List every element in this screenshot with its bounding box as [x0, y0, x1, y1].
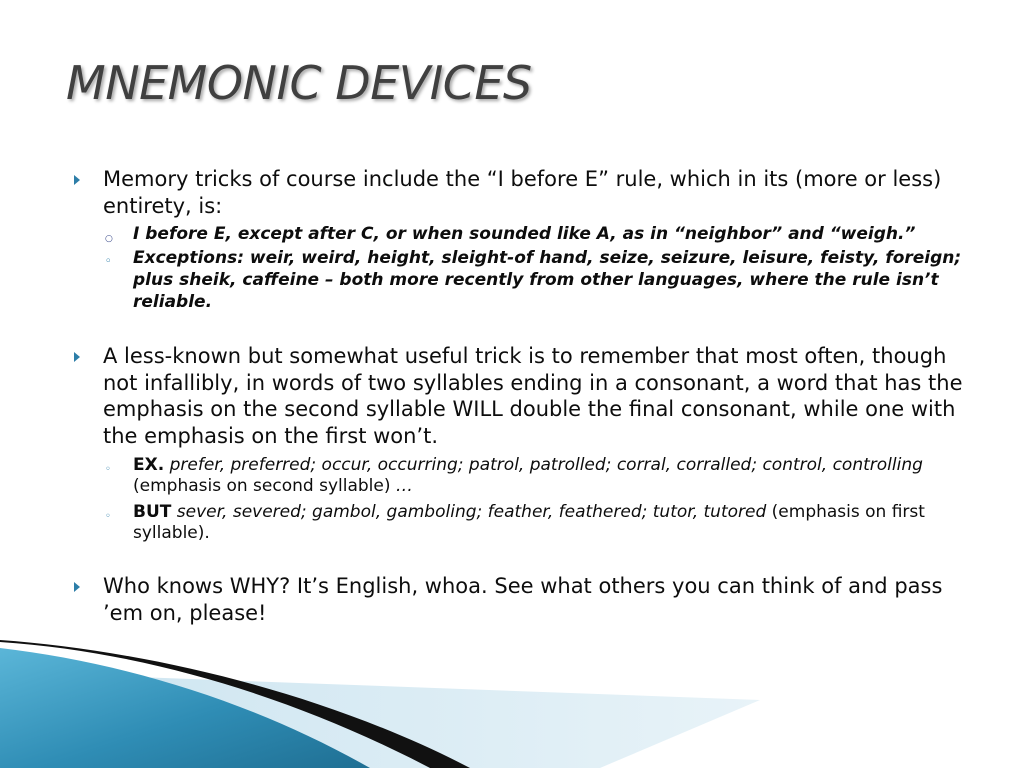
triangle-bullet-icon: [74, 175, 80, 185]
triangle-bullet-icon: [74, 582, 80, 592]
black-stripe-shape: [0, 640, 470, 768]
light-band-shape: [110, 676, 760, 768]
example-lead: BUT: [133, 502, 172, 522]
example-lead: EX.: [133, 455, 165, 475]
bullet-item: [72, 166, 967, 219]
triangle-bullet-icon: [74, 352, 80, 362]
circle-bullet-icon: ○: [105, 234, 113, 244]
blue-wave-shape: [0, 648, 370, 768]
bullet-text: Who knows WHY? It’s English, whoa. See what others you can think of and pass ’em on, please!: [103, 574, 943, 625]
slide-body: [72, 166, 967, 626]
example-note: (emphasis on first syllable).: [133, 502, 925, 543]
sub-bullet-item: [72, 223, 967, 245]
example-words: sever, severed; gambol, gamboling; feather, feathered; tutor, tutored: [176, 502, 767, 522]
sub-bullet-text: Exceptions: weir, weird, height, sleight-of hand, seize, seizure, leisure, feisty, foreign; plus sheik, caffeine – both more recently from other languages, where the rule isn’t reliable.: [133, 248, 962, 312]
sub-bullet-item: [72, 502, 967, 544]
sub-bullet-text: I before E, except after C, or when sounded like A, as in “neighbor” and “weigh.”: [133, 224, 916, 244]
example-note: (emphasis on second syllable): [133, 476, 391, 496]
sub-bullet-item: [72, 247, 967, 313]
bullet-item: [72, 573, 967, 626]
slide-title: MNEMONIC DEVICES: [66, 56, 532, 110]
circle-bullet-icon: ◦: [105, 256, 112, 267]
circle-bullet-icon: ◦: [105, 511, 111, 522]
sub-bullet-item: [72, 455, 967, 497]
circle-bullet-icon: ◦: [105, 464, 111, 475]
bullet-item: [72, 343, 967, 449]
bullet-text: Memory tricks of course include the “I before E” rule, which in its (more or less) entirety, is:: [103, 167, 942, 218]
example-words: prefer, preferred; occur, occurring; patrol, patrolled; corral, corralled; control, controlling: [169, 455, 923, 475]
bullet-text: A less-known but somewhat useful trick is to remember that most often, though not infallibly, in words of two syllables ending in a consonant, a word that has the emphasis on the second syllable WILL double the final consonant, while one with the emphasis on the first won’t.: [103, 344, 963, 448]
example-ellipsis: …: [395, 476, 413, 496]
